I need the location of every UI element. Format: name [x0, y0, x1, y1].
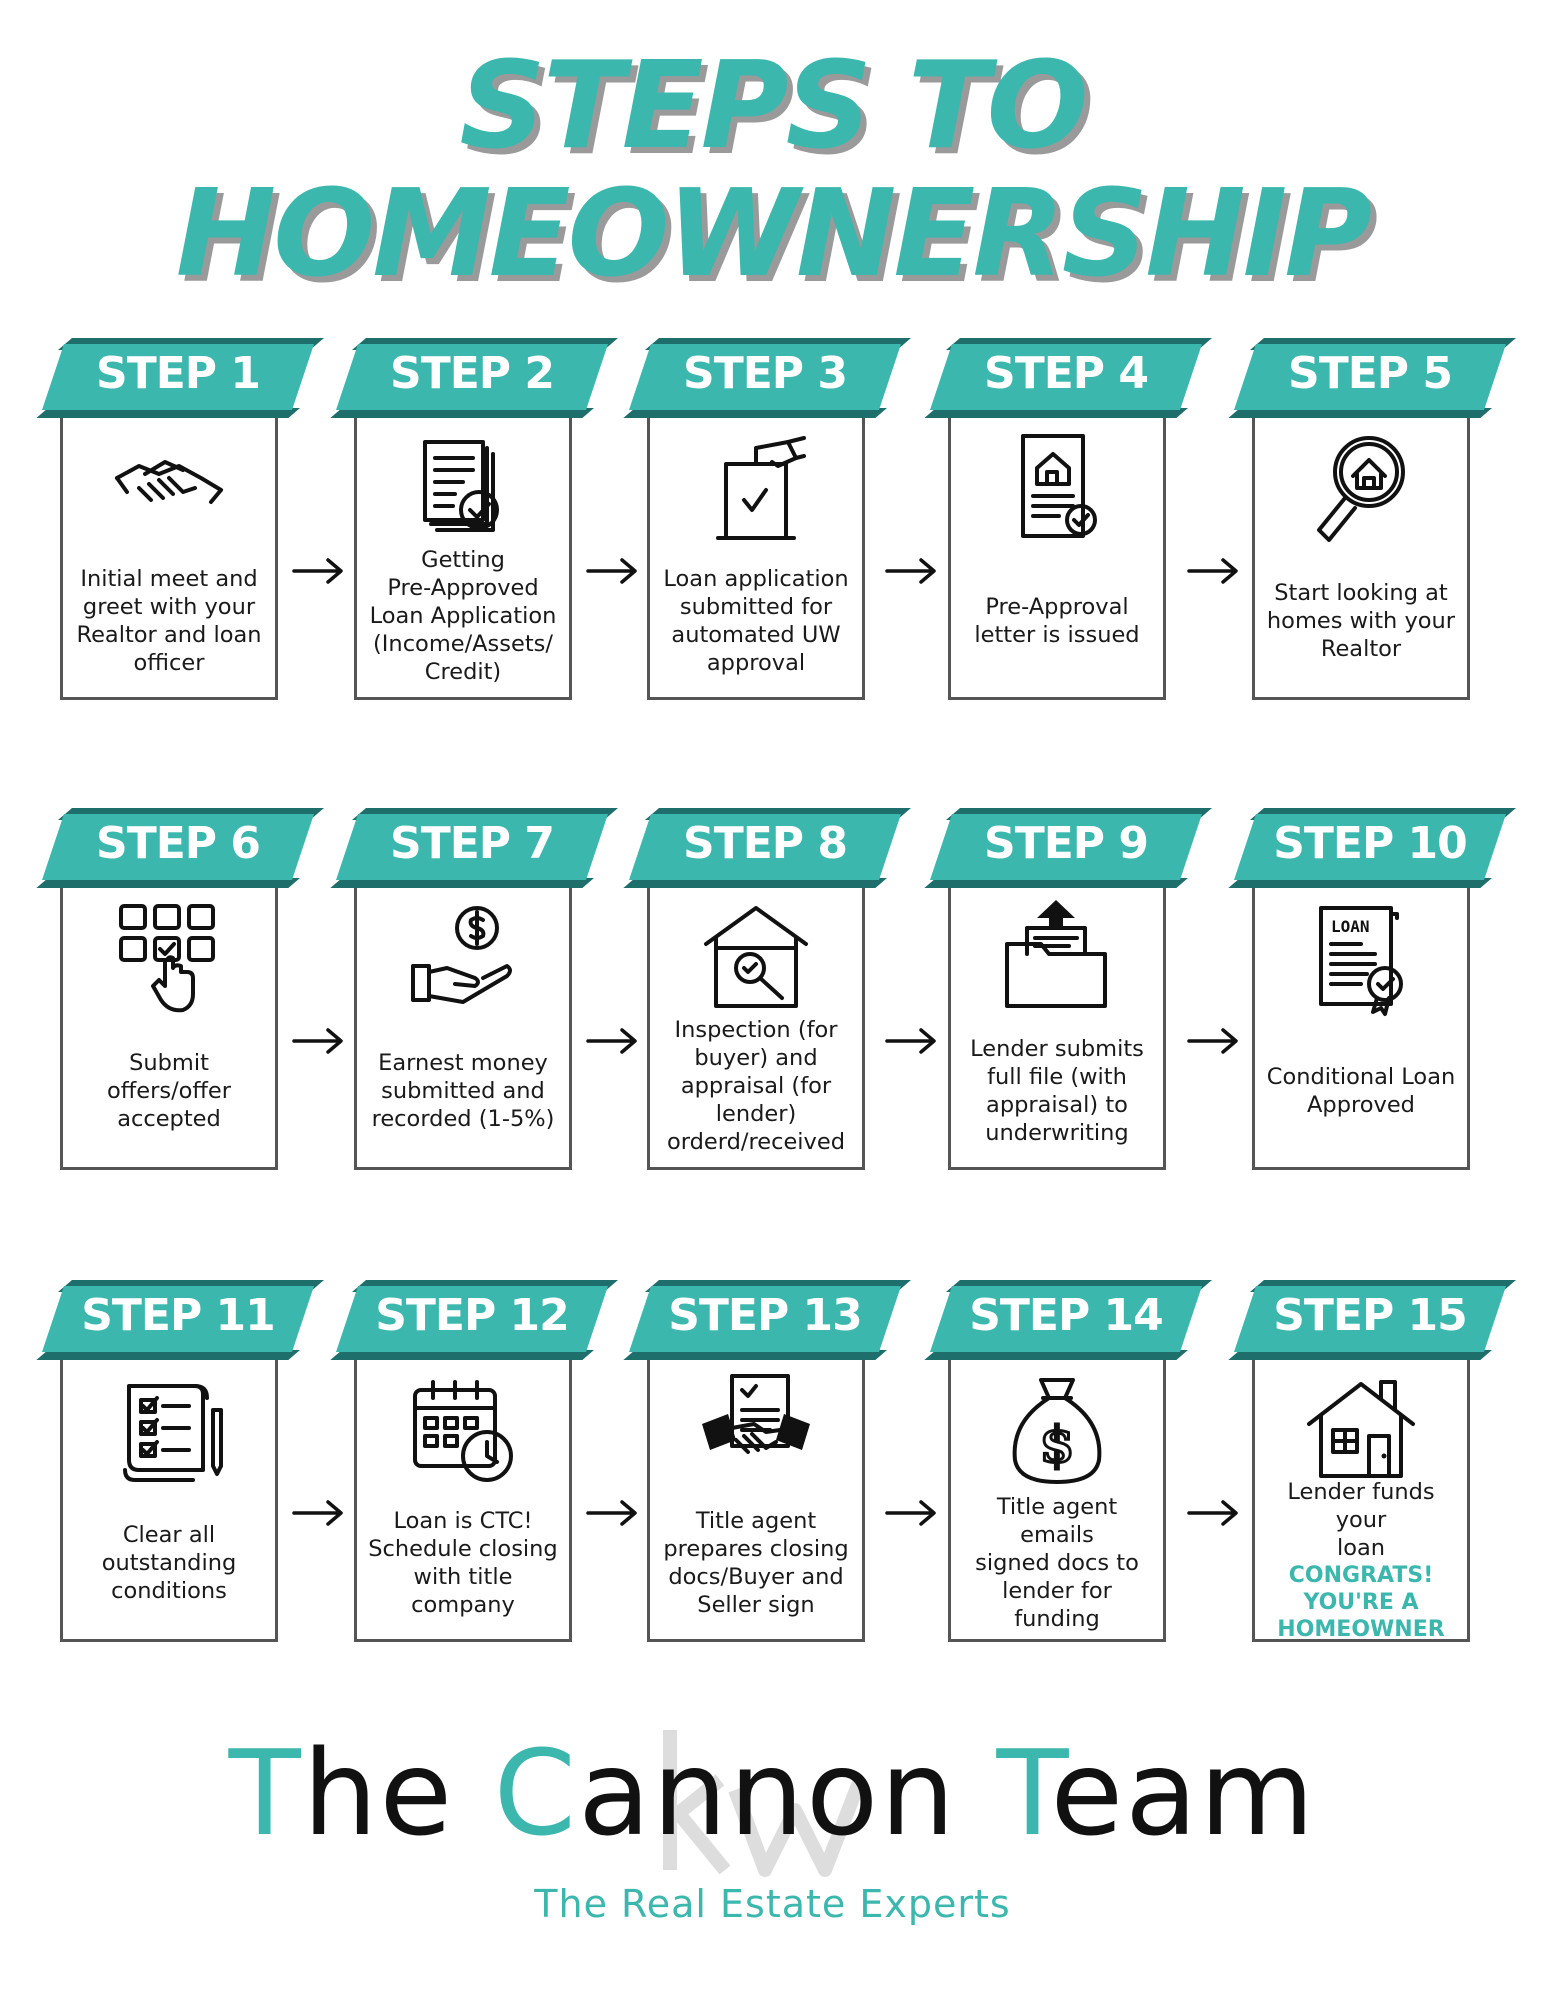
step-label: STEP 5 [1288, 348, 1452, 399]
step-description-line: conditions [111, 1577, 227, 1604]
step-banner [34, 338, 324, 418]
step-description-line: recorded (1-5%) [371, 1105, 555, 1132]
ballot-box-icon [696, 428, 816, 548]
step-description-line: company [411, 1591, 515, 1618]
step-label: STEP 1 [96, 348, 260, 399]
congrats-line: HOMEOWNER [1277, 1617, 1445, 1642]
right-arrow-icon [1185, 1498, 1241, 1528]
step-banner [328, 338, 618, 418]
step-card-6 [34, 808, 324, 1208]
step-description-line: greet with your [82, 593, 256, 620]
step-box [354, 878, 572, 1170]
step-card-14 [922, 1280, 1212, 1680]
right-arrow-icon [290, 1498, 346, 1528]
step-banner [922, 1280, 1212, 1360]
congrats-line: YOU'RE A [1303, 1590, 1419, 1615]
step-description [69, 558, 269, 683]
step-description-line: Pre-Approval [985, 593, 1129, 620]
step-description [1261, 1479, 1461, 1642]
step-description-line: Start looking at [1274, 579, 1448, 606]
page-title-line-2: HOMEOWNERSHIP [175, 165, 1370, 304]
step-description-line: Title agent [695, 1507, 817, 1534]
brand-name [0, 1724, 1545, 1862]
step-description-line: Initial meet and [80, 565, 258, 592]
step-description-line: Title agent emails [996, 1493, 1118, 1548]
step-description-line: Loan Application [369, 602, 557, 629]
step-description-line: lender for funding [1002, 1577, 1112, 1632]
step-banner [621, 1280, 911, 1360]
brand-letter-c: C [493, 1724, 579, 1862]
step-box [647, 408, 865, 700]
contract-handshake-icon [696, 1370, 816, 1490]
step-box [60, 1350, 278, 1642]
step-label: STEP 10 [1273, 818, 1467, 869]
step-description-line: prepares closing [663, 1535, 849, 1562]
step-box [354, 408, 572, 700]
calendar-clock-icon [403, 1370, 523, 1490]
step-description-line: homes with your [1266, 607, 1456, 634]
step-description-line: Seller sign [697, 1591, 815, 1618]
hand-money-icon [403, 898, 523, 1018]
step-card-1 [34, 338, 324, 738]
step-description [957, 1493, 1157, 1632]
step-card-12 [328, 1280, 618, 1680]
handshake-icon [109, 428, 229, 548]
step-description [656, 1018, 856, 1153]
step-card-2 [328, 338, 618, 738]
step-label: STEP 2 [390, 348, 554, 399]
step-description-line: lender) [715, 1100, 797, 1127]
right-arrow-icon [1185, 1026, 1241, 1056]
brand-word-he: he [302, 1724, 494, 1862]
step-description-line: Clear all [122, 1521, 216, 1548]
page-title-line-1: STEPS TO [459, 37, 1086, 176]
step-banner [621, 808, 911, 888]
step-description-line: Loan application [663, 565, 849, 592]
house-search-icon [1301, 428, 1421, 548]
step-description-line: Submit [129, 1049, 209, 1076]
step-description [69, 1028, 269, 1153]
step-description-line: Getting [421, 546, 505, 573]
step-card-4 [922, 338, 1212, 738]
document-check-icon [403, 428, 523, 548]
house-icon [1301, 1370, 1421, 1490]
step-label: STEP 9 [984, 818, 1148, 869]
congrats-line: CONGRATS! [1288, 1563, 1434, 1588]
step-label: STEP 6 [96, 818, 260, 869]
step-description [656, 1500, 856, 1625]
step-label: STEP 14 [969, 1290, 1163, 1341]
step-card-7 [328, 808, 618, 1208]
step-description-line: Realtor and loan [76, 621, 262, 648]
step-description-line: buyer) and [694, 1044, 818, 1071]
money-bag-icon [997, 1370, 1117, 1490]
step-description-line: Approved [1307, 1091, 1415, 1118]
step-description-line: approval [706, 649, 806, 676]
right-arrow-icon [883, 1498, 939, 1528]
step-description-line: officer [133, 649, 205, 676]
brand-tagline: The Real Estate Experts [534, 1882, 1011, 1926]
step-banner [922, 338, 1212, 418]
step-description-line: full file (with [987, 1063, 1127, 1090]
step-banner [34, 808, 324, 888]
step-card-15 [1226, 1280, 1516, 1680]
step-description-line: Lender submits [970, 1035, 1144, 1062]
step-description-line: Earnest money [378, 1049, 548, 1076]
loan-document-icon [1301, 898, 1421, 1018]
step-description-line: Credit) [424, 658, 502, 685]
step-description-line: signed docs to [975, 1549, 1139, 1576]
right-arrow-icon [584, 1026, 640, 1056]
step-description-line: docs/Buyer and [668, 1563, 844, 1590]
step-description-line: Loan is CTC! [393, 1507, 533, 1534]
step-label: STEP 15 [1273, 1290, 1467, 1341]
step-description-line: accepted [117, 1105, 221, 1132]
step-banner [621, 338, 911, 418]
step-box [647, 878, 865, 1170]
step-box [1252, 1350, 1470, 1642]
step-description [363, 1028, 563, 1153]
step-box [60, 878, 278, 1170]
brand-word-eam: eam [1050, 1724, 1317, 1862]
step-banner [328, 1280, 618, 1360]
step-box [948, 1350, 1166, 1642]
right-arrow-icon [883, 1026, 939, 1056]
house-inspection-icon [696, 898, 816, 1018]
step-card-13 [621, 1280, 911, 1680]
step-card-9 [922, 808, 1212, 1208]
step-description-line: loan [1336, 1535, 1386, 1561]
step-description-line: Schedule closing [368, 1535, 558, 1562]
step-description-line: appraisal) to [986, 1091, 1128, 1118]
step-card-10 [1226, 808, 1516, 1208]
step-box [60, 408, 278, 700]
right-arrow-icon [584, 1498, 640, 1528]
step-description-line: orderd/received [667, 1128, 845, 1155]
step-description [957, 558, 1157, 683]
step-banner [1226, 338, 1516, 418]
step-label: STEP 7 [390, 818, 554, 869]
step-label: STEP 12 [375, 1290, 569, 1341]
step-description [957, 1028, 1157, 1153]
right-arrow-icon [584, 556, 640, 586]
step-description-line: outstanding [101, 1549, 237, 1576]
step-description-line: Pre-Approved [387, 574, 539, 601]
svg-text:LOAN: LOAN [1331, 917, 1370, 936]
brand-letter-t2: T [996, 1724, 1051, 1862]
step-description-line: Lender funds your [1287, 1479, 1435, 1533]
step-box [948, 878, 1166, 1170]
step-description [656, 558, 856, 683]
step-banner [922, 808, 1212, 888]
folder-upload-icon [997, 898, 1117, 1018]
svg-text:$: $ [1039, 1415, 1075, 1474]
step-banner [34, 1280, 324, 1360]
step-description [363, 548, 563, 683]
step-description-line: Realtor [1320, 635, 1402, 662]
step-description-line: submitted and [381, 1077, 545, 1104]
step-description [69, 1500, 269, 1625]
right-arrow-icon [883, 556, 939, 586]
step-description-line: (Income/Assets/ [373, 630, 553, 657]
right-arrow-icon [290, 1026, 346, 1056]
brand-word-annon: annon [578, 1724, 997, 1862]
keypad-select-icon [109, 898, 229, 1018]
step-description-line: Inspection (for [674, 1016, 838, 1043]
step-label: STEP 4 [984, 348, 1148, 399]
step-card-3 [621, 338, 911, 738]
step-banner [328, 808, 618, 888]
step-banner [1226, 808, 1516, 888]
step-description [1261, 1028, 1461, 1153]
step-description-line: offers/offer [106, 1077, 232, 1104]
step-label: STEP 8 [683, 818, 847, 869]
step-box [354, 1350, 572, 1642]
step-label: STEP 11 [81, 1290, 275, 1341]
step-description-line: submitted for [679, 593, 833, 620]
step-box [1252, 878, 1470, 1170]
step-description [1261, 558, 1461, 683]
step-description-line: letter is issued [974, 621, 1140, 648]
house-document-icon [997, 428, 1117, 548]
step-label: STEP 3 [683, 348, 847, 399]
step-box [1252, 408, 1470, 700]
step-description-line: appraisal (for [680, 1072, 832, 1099]
brand-letter-t: T [228, 1724, 303, 1862]
step-banner [1226, 1280, 1516, 1360]
step-description-line: automated UW [671, 621, 841, 648]
step-description-line: with title [413, 1563, 513, 1590]
step-label: STEP 13 [668, 1290, 862, 1341]
step-box [647, 1350, 865, 1642]
right-arrow-icon [1185, 556, 1241, 586]
step-box [948, 408, 1166, 700]
step-card-11 [34, 1280, 324, 1680]
step-description-line: Conditional Loan [1266, 1063, 1456, 1090]
step-description-line: underwriting [985, 1119, 1129, 1146]
checklist-scroll-icon [109, 1370, 229, 1490]
step-card-8 [621, 808, 911, 1208]
right-arrow-icon [290, 556, 346, 586]
step-description [363, 1500, 563, 1625]
step-card-5 [1226, 338, 1516, 738]
